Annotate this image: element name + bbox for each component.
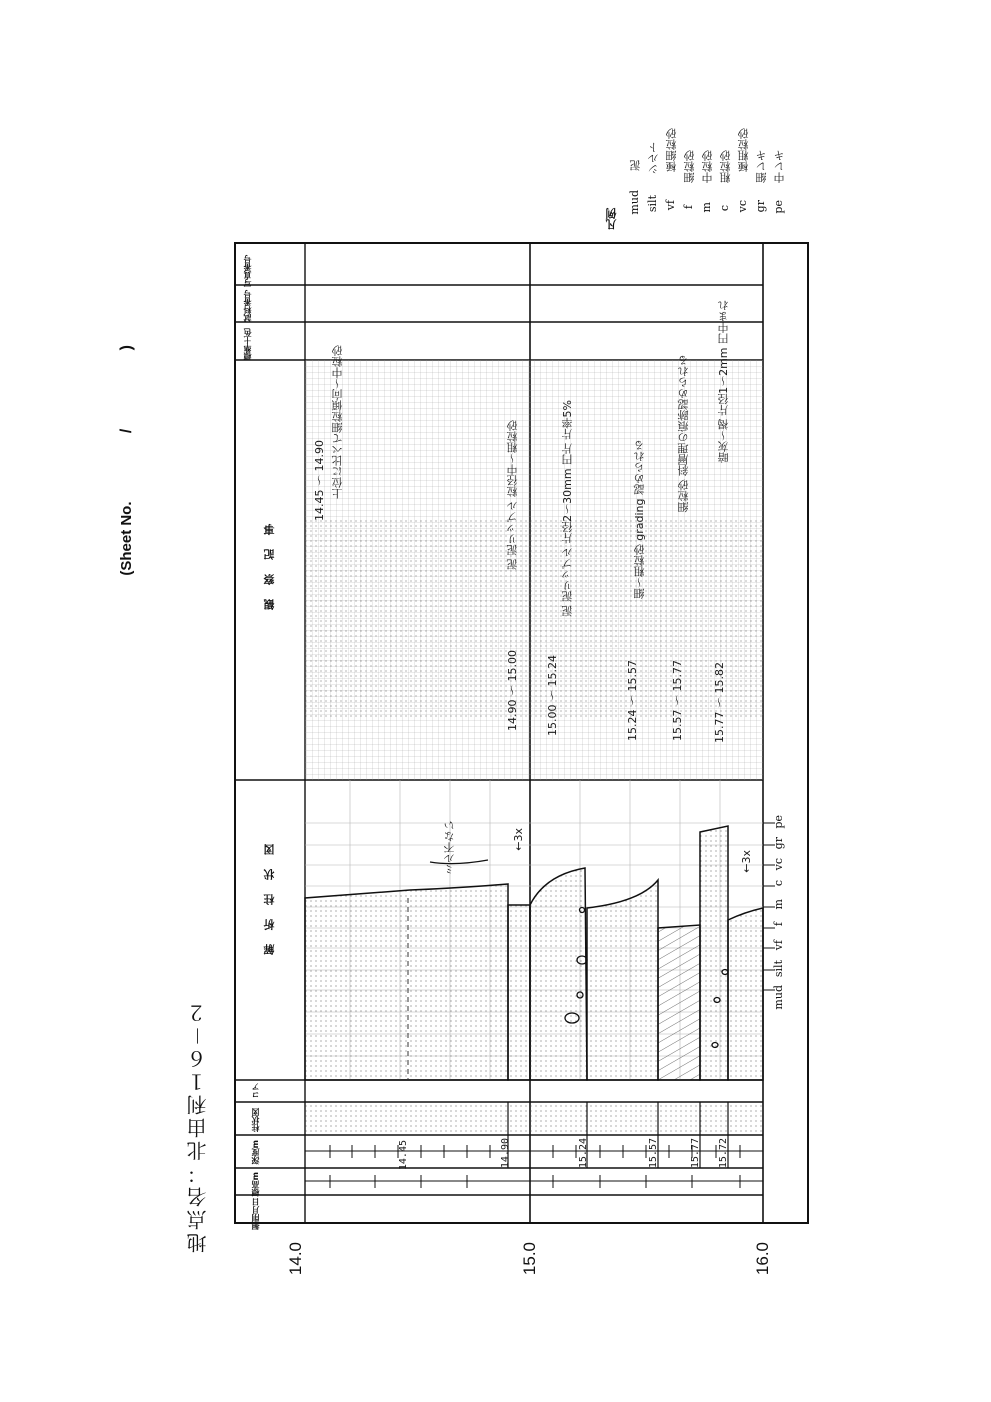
legend-title: 凡例 xyxy=(605,208,618,230)
grain-label-gr: gr xyxy=(772,837,785,850)
columnar-strip xyxy=(305,1102,763,1135)
depth-label-15: 15.0 xyxy=(520,1242,539,1276)
header-depth: 深度m xyxy=(251,1140,260,1165)
legend-name-silt: シルト xyxy=(647,142,660,175)
analysis-curve-note xyxy=(430,860,488,864)
depth-label-14: 14.0 xyxy=(286,1242,305,1276)
grain-label-vf: vf xyxy=(772,940,785,951)
grain-label-vc: vc xyxy=(772,858,785,871)
observation-3-text: 泥 泥リップル 片径2〜30mm 円片 片率5% xyxy=(561,400,574,617)
analysis-profile xyxy=(305,826,763,1080)
grain-label-silt: silt xyxy=(772,960,785,978)
depth-label-16: 16.0 xyxy=(753,1242,772,1276)
grain-label-c: c xyxy=(772,880,785,887)
observation-2-text: 泥 泥リップル 粒径中〜粗粒砂 xyxy=(506,420,519,570)
site-name: 地点名：北由利１６－２ xyxy=(186,1000,210,1253)
header-sample-number: 試料番号 xyxy=(243,290,252,322)
legend-name-gr: 細レキ xyxy=(755,150,768,183)
column-depth-14-90: 14.90 xyxy=(500,1138,511,1169)
legend-code-pe: pe xyxy=(772,200,785,214)
observation-shade-upper xyxy=(305,520,530,720)
legend-code-gr: gr xyxy=(754,200,767,213)
column-depth-14-45: 14.45 xyxy=(398,1140,409,1171)
sheet-number-close: ) xyxy=(118,345,135,351)
header-core: コア xyxy=(251,1083,260,1099)
legend-name-m: 中粒砂 xyxy=(701,150,714,183)
header-elevation: 標高m xyxy=(251,1172,260,1197)
header-analysis-column: 解析柱状図 xyxy=(263,830,276,955)
observation-4-range: 15.24 〜 15.57 xyxy=(626,660,639,741)
column-depth-15-77: 15.77 xyxy=(690,1138,701,1169)
column-depth-15-72: 15.72 xyxy=(718,1138,729,1169)
legend-code-f: f xyxy=(682,205,695,210)
legend-name-vc: 極粗粒砂 xyxy=(737,128,750,172)
grain-label-m: m xyxy=(772,899,785,910)
header-photo-number: 写真番号 xyxy=(243,255,252,287)
header-date: 掘削月日 xyxy=(251,1198,260,1230)
legend-code-silt: silt xyxy=(646,195,659,213)
grain-label-f: f xyxy=(772,922,785,927)
legend-code-mud: mud xyxy=(628,190,641,215)
observation-2-range: 14.90 〜 15.00 xyxy=(506,650,519,731)
observation-4-text: 細〜粗粒砂 grading 認められる xyxy=(633,440,646,600)
observation-1-text: 上位に比べて細粒傾向〜中粒砂 xyxy=(331,345,344,499)
sheet-number-label: (Sheet No. xyxy=(118,501,135,576)
column-depth-15-24: 15.24 xyxy=(578,1138,589,1169)
observation-5-range: 15.57 〜 15.77 xyxy=(671,660,684,741)
legend-code-c: c xyxy=(718,205,731,212)
grain-label-mud: mud xyxy=(772,985,785,1010)
grain-label-pe: pe xyxy=(772,815,785,829)
column-depth-15-57: 15.57 xyxy=(648,1138,659,1169)
legend-name-pe: 中レキ xyxy=(773,150,786,183)
legend-code-vc: vc xyxy=(736,200,749,213)
header-columnar: 柱状図 xyxy=(251,1108,260,1132)
observation-6-text: 暗灰〜褐 片径1〜2mm 円中まれ xyxy=(717,300,730,464)
legend-code-m: m xyxy=(700,202,713,213)
legend-name-c: 粗粒砂 xyxy=(719,150,732,183)
observation-1-range: 14.45 〜 14.90 xyxy=(313,440,326,521)
analysis-note-top: ミル不ない xyxy=(443,820,456,875)
observation-5-text: 細粒砂 斜層理の痕跡認められる xyxy=(677,355,690,513)
analysis-note-upper-arrow: ←3x xyxy=(512,828,525,851)
observation-3-range: 15.00 〜 15.24 xyxy=(546,655,559,736)
legend-code-vf: vf xyxy=(664,200,677,211)
header-observation: 観察記事 xyxy=(263,510,276,610)
legend-name-f: 細粒砂 xyxy=(683,150,696,183)
sheet-number-slash: / xyxy=(118,428,135,434)
legend-name-mud: 泥 xyxy=(629,160,642,171)
analysis-note-lower-arrow: ←3x xyxy=(740,850,753,873)
header-soil-color: 標準土色 xyxy=(243,328,252,360)
observation-6-range: 15.77 〜 15.82 xyxy=(713,662,726,743)
legend-name-vf: 極細粒砂 xyxy=(665,128,678,172)
